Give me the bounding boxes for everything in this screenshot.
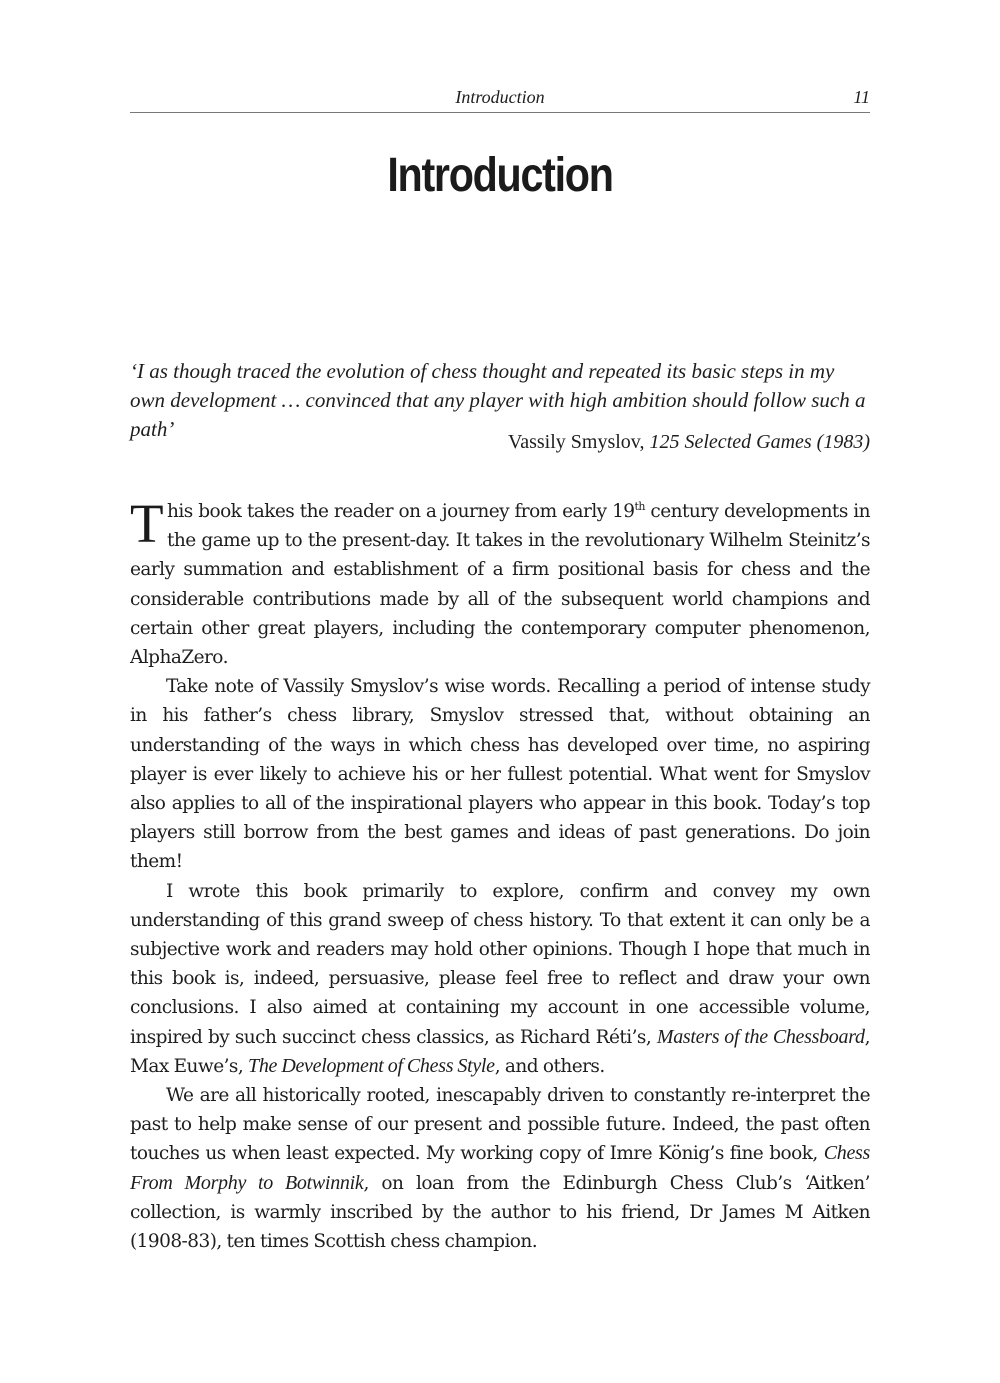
epigraph-source	[130, 428, 870, 456]
paragraph-1-text-b: century developments in the game up to the present-day. It takes in the revolutionary Wilhelm Steinitz’s early summation and establishment of a firm positional basis for chess and the considerable contributions made by all of the subsequent world champions and certain other great players, including the contemporary computer phenomenon, AlphaZero.	[130, 501, 870, 669]
paragraph-4	[130, 1081, 870, 1256]
paragraph-3-text-c: , and others.	[494, 1055, 605, 1077]
body-text	[130, 493, 871, 1256]
epigraph-book-title: 125 Selected Games (1983)	[649, 431, 870, 453]
paragraph-1	[130, 493, 870, 672]
paragraph-4-text-b: , on loan from the Edinburgh Chess Club’s ‘Aitken’ collection, is warmly inscribed by the author to his friend, Dr James M Aitken (1908-83), ten times Scottish chess champion.	[130, 1172, 871, 1253]
running-head-title: Introduction	[455, 87, 545, 107]
epigraph-quote: ‘I as though traced the evolution of chess thought and repeated its basic steps in my own development … convinced that any player with high ambition should follow such a path’	[130, 359, 866, 441]
chapter-title: Introduction	[387, 149, 613, 202]
drop-cap: T	[130, 493, 164, 554]
paragraph-4-text-a: We are all historically rooted, inescapably driven to constantly re-interpret the past to help make sense of our present and possible future. Indeed, the past often touches us when least expected. My working copy of Imre König’s fine book,	[130, 1085, 870, 1165]
paragraph-3-text-b: , Max Euwe’s,	[130, 1026, 870, 1077]
book-title-morphy: Chess From Morphy to Botwinnik	[130, 1142, 870, 1194]
paragraph-3-text-a: I wrote this book primarily to explore, confirm and convey my own understanding of this grand sweep of chess history. To that extent it can only be a subjective work and readers may hold other opinions. Though I hope that much in this book is, indeed, persuasive, please feel free to reflect and draw your own conclusions. I also aimed at containing my account in one accessible volume, inspired by such succinct chess classics, as Richard Réti’s,	[130, 880, 870, 1048]
running-head	[130, 86, 870, 113]
epigraph-author: Vassily Smyslov,	[507, 431, 650, 453]
paragraph-1-text-a: his book takes the reader on a journey from early 19	[167, 501, 635, 522]
page-number: 11	[853, 87, 870, 107]
paragraph-2: Take note of Vassily Smyslov’s wise words. Recalling a period of intense study in his father’s chess library, Smyslov stressed that, without obtaining an understanding of the ways in which chess has developed over time, no aspiring player is ever likely to achieve his or her fullest potential. What went for Smyslov also applies to all of the inspirational players who appear in this book. Today’s top players still borrow from the best games and ideas of past generations. Do join them!	[130, 676, 870, 873]
ordinal-superscript: th	[634, 499, 645, 513]
book-title-masters: Masters of the Chessboard	[656, 1025, 865, 1048]
paragraph-3	[130, 877, 870, 1081]
book-title-development: The Development of Chess Style	[248, 1054, 495, 1077]
